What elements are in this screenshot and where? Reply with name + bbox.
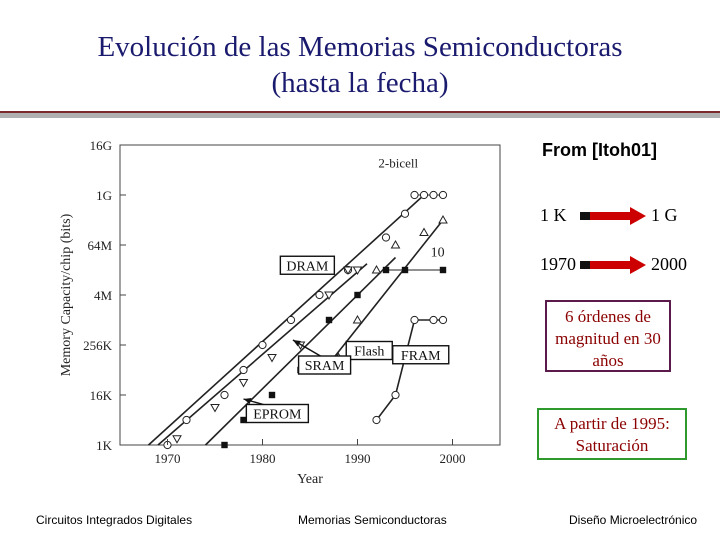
y-tick-label: 256K [83,338,112,353]
marker-eprom [221,442,227,448]
annotation-10: 10 [430,245,445,261]
annotation-2-bicell: 2-bicell [378,155,419,171]
y-tick-label: 16K [89,388,112,403]
marker-eprom [269,392,275,398]
growth-from-year: 1970 [540,254,576,274]
marker-dram [420,191,427,198]
marker-dram [439,191,446,198]
footer-course: Circuitos Integrados Digitales [36,513,193,527]
arrow-right-icon [580,207,648,225]
marker-eprom [354,292,360,298]
marker-dram [287,316,294,323]
growth-to-capacity: 1 G [651,205,678,225]
x-tick-label: 1970 [154,451,181,466]
callout-line: 6 órdenes de [565,307,651,326]
source-citation: From [Itoh01] [542,140,657,160]
marker-fram [373,416,380,423]
series-label-flash: Flash [354,344,385,360]
callout-line: magnitud en 30 [555,329,661,348]
marker-dram [240,366,247,373]
marker-dram [259,341,266,348]
y-tick-label: 16G [89,138,112,153]
slide-title-line2: (hasta la fecha) [271,67,449,99]
x-tick-label: 1980 [249,451,276,466]
marker-dram [382,234,389,241]
slide-title-line1: Evolución de las Memorias Semiconductoras [97,31,623,63]
arrow-right-icon [580,256,648,274]
y-tick-label: 4M [93,288,112,303]
growth-from-capacity: 1 K [540,205,567,225]
marker-dram [183,416,190,423]
y-tick-label: 64M [87,238,112,253]
footer-topic: Memorias Semiconductoras [298,513,447,527]
series-label-sram: SRAM [304,359,345,374]
memory-evolution-chart [52,128,522,513]
marker-fram [411,316,418,323]
x-tick-label: 2000 [439,451,466,466]
y-axis-label: Memory Capacity/chip (bits) [59,213,74,377]
marker-fram [439,316,446,323]
orders-of-magnitude-callout [545,300,671,372]
marker-eprom [402,267,408,273]
growth-to-year: 2000 [651,254,687,274]
callout-line: A partir de 1995: [554,414,670,433]
marker-fram [392,391,399,398]
callout-line: Saturación [575,436,649,455]
marker-dram [221,391,228,398]
marker-dram [316,291,323,298]
y-tick-label: 1K [96,438,112,453]
y-tick-label: 1G [96,188,112,203]
marker-dram [411,191,418,198]
marker-eprom [383,267,389,273]
x-tick-label: 1990 [344,451,371,466]
marker-fram [430,316,437,323]
marker-dram [430,191,437,198]
footer-subject: Diseño Microelectrónico [569,513,698,527]
x-axis-label: Year [297,472,323,487]
marker-eprom [326,317,332,323]
series-label-fram: FRAM [400,348,441,364]
series-label-dram: DRAM [286,259,329,275]
marker-dram [401,210,408,217]
marker-eprom [440,267,446,273]
saturation-callout [537,408,687,460]
series-label-eprom: EPROM [253,407,302,423]
callout-line: años [592,351,624,370]
title-divider-accent [0,111,720,113]
